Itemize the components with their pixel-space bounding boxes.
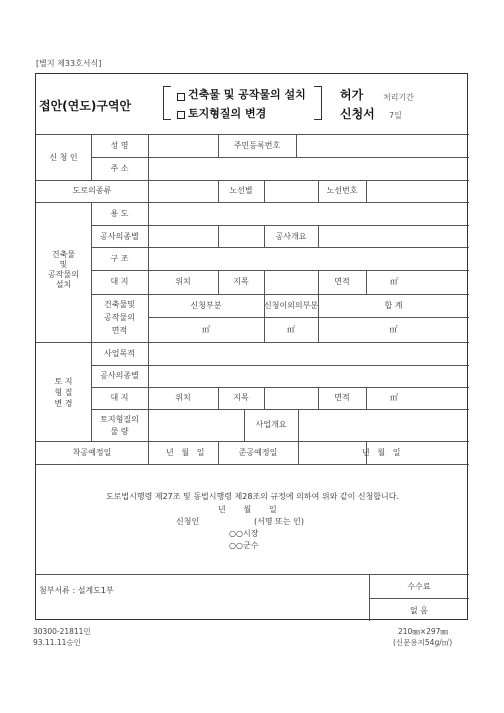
project-summary-label: 사업개요: [255, 420, 287, 429]
road-kind-label: 도로의종류: [72, 186, 112, 195]
fee-label: 수수료: [407, 582, 431, 591]
statement-applicant: 신청인: [176, 517, 200, 526]
rule-schedule-bottom: [36, 464, 469, 465]
location-label: 위치: [175, 277, 191, 286]
rule-header-bottom: [36, 134, 469, 135]
kind-application: 신청서: [340, 107, 375, 121]
address-label: 주 소: [110, 164, 129, 173]
site-label: 대 지: [110, 277, 129, 286]
statement-date-line: 년 월 일: [218, 505, 277, 514]
col-site-category: [264, 270, 265, 294]
name-label: 성 명: [110, 141, 129, 150]
completion-date-label: 준공예정일: [238, 448, 278, 457]
footer-approval: 93.11.11승인: [33, 638, 81, 647]
statement-signature: (서명 또는 인): [254, 517, 304, 526]
col-line-number: [366, 180, 367, 202]
processing-period-label: 처리기간: [383, 93, 414, 102]
footer-code: 30300-21811민: [33, 627, 91, 636]
total-label: 합 계: [384, 301, 403, 310]
work-kind-label: 공사의종별: [100, 232, 139, 241]
quantity-line-2: 물 량: [110, 427, 129, 436]
col-start-date: [148, 441, 149, 464]
rule-building-bottom: [36, 342, 469, 343]
total-unit: ㎡: [389, 325, 398, 334]
rule-b5: [148, 317, 469, 318]
land-work-kind-label: 공사의종별: [100, 371, 139, 380]
land-section-line-1: 토 지: [54, 377, 73, 386]
applied-part-label: 신청부분: [190, 301, 222, 310]
area-unit: ㎡: [390, 277, 398, 286]
statement-text: 도로법시행령 제27조 및 동법시행령 제28조의 규정에 의하여 위와 같이 신청합니다.: [105, 492, 400, 501]
attachment-label: 첨부서류 : 설계도1부: [39, 586, 114, 595]
land-area-label: 면적: [334, 393, 350, 402]
other-part-label: 신청이외의부분: [264, 301, 319, 310]
option-land-checkbox[interactable]: [177, 111, 185, 119]
land-section-line-3: 변 경: [54, 399, 73, 408]
rule-fee-mid: [369, 598, 469, 599]
work-summary-label: 공사개요: [275, 232, 307, 241]
structure-label: 구 조: [110, 254, 129, 263]
area-label: 면적: [334, 277, 350, 286]
applied-part-unit: ㎡: [202, 325, 210, 334]
option-building-checkbox[interactable]: [177, 93, 185, 101]
building-section-line-3: 공작물의: [48, 270, 79, 279]
col-site-area: [366, 270, 367, 294]
option-building-label: 건축물 및 공작물의 설치: [188, 88, 306, 101]
building-section-line-1: 건축물: [51, 250, 76, 259]
start-date-format: 년 월 일: [166, 448, 205, 457]
application-form: [35, 73, 468, 620]
col-completion-date: [298, 441, 299, 464]
rule-applicant-bottom: [36, 180, 469, 181]
col-work-summary-value: [318, 225, 319, 248]
completion-date-format: 년 월 일: [362, 448, 401, 457]
purpose-label: 사업목적: [104, 349, 135, 358]
id-number-label: 주민등록번호: [233, 141, 281, 150]
form-title: 접안(연도)구역안: [39, 99, 132, 113]
land-location-label: 위치: [175, 393, 191, 402]
land-category-label: 지목: [233, 277, 249, 286]
option-land-label: 토지형질의 변경: [188, 107, 267, 120]
rule-land-bottom: [36, 441, 469, 442]
building-area-line-3: 면적: [111, 326, 128, 335]
form-number: [별지 제33호서식]: [36, 59, 102, 68]
kind-permit: 허가: [340, 88, 364, 102]
use-label: 용 도: [110, 209, 129, 218]
applicant-section-label: 신 청 인: [49, 153, 78, 162]
col-label: [148, 202, 149, 441]
land-area-unit: ㎡: [390, 393, 398, 402]
building-area-line-2: 공작물의: [104, 313, 135, 322]
building-section-line-4: 설치: [55, 280, 72, 289]
col-land-site-area: [366, 387, 367, 409]
quantity-line-1: 토지형질의: [100, 415, 139, 424]
building-area-line-1: 건축물및: [104, 300, 135, 309]
statement-addressee-county: ○○군수: [229, 541, 259, 550]
options-bracket-right: [314, 86, 322, 120]
col-applicant-label: [148, 134, 149, 180]
land-section-line-2: 형 질: [54, 388, 73, 397]
footer-size: 210㎜×297㎜: [398, 627, 448, 636]
col-line-name: [264, 180, 265, 202]
start-date-label: 착공예정일: [72, 448, 112, 457]
col-work-kind-value: [218, 225, 219, 248]
statement-addressee-mayor: ○○시장: [229, 529, 259, 538]
land-category-label-2: 지목: [233, 393, 249, 402]
building-section-line-2: 및: [59, 260, 68, 269]
land-site-label: 대 지: [110, 393, 129, 402]
footer-paper: (신문용지54g/㎡): [393, 638, 453, 647]
fee-value: 없 음: [410, 606, 428, 615]
col-project-summary-value: [298, 409, 299, 441]
col-id-label: [296, 134, 297, 157]
line-name-label: 노선별: [229, 186, 253, 195]
col-road-kind: [148, 180, 149, 202]
rule-statement-bottom: [36, 574, 469, 575]
line-number-label: 노선번호: [326, 186, 358, 195]
other-part-unit: ㎡: [287, 325, 295, 334]
col-land-site-category: [264, 387, 265, 409]
options-bracket-left: [163, 86, 171, 120]
rule-road-bottom: [36, 202, 469, 203]
processing-period-value: 7일: [389, 111, 402, 120]
